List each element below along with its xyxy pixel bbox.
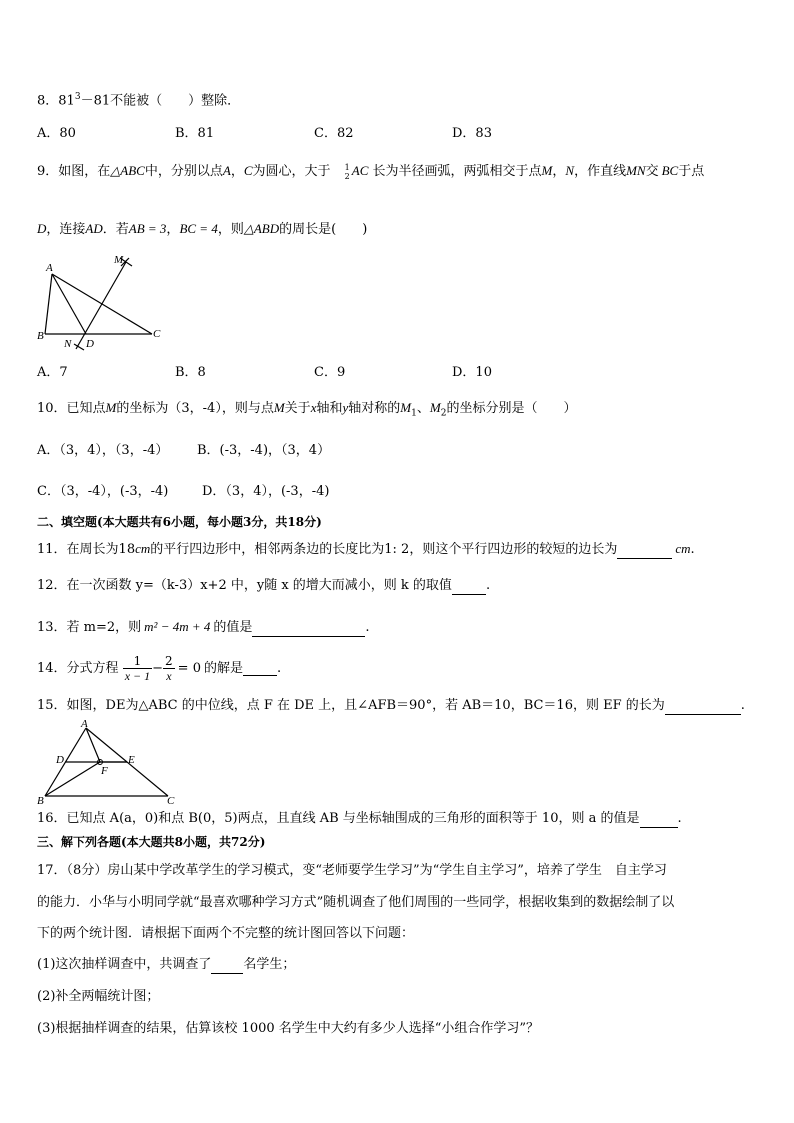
q9-label-c: C xyxy=(153,328,161,340)
q15-answer-blank xyxy=(665,700,741,715)
q9-label-a: A xyxy=(46,262,53,274)
q15-label-d: D xyxy=(56,754,64,766)
q17-part2: (2)补全两幅统计图； xyxy=(37,989,160,1004)
q10-option-a: A．（3，4），（3，-4） xyxy=(37,443,169,458)
q14-stem: 14．分式方程 $\frac{1}{x - 1}$ − $\frac{2}{x}$ = 0 的解是 . xyxy=(37,654,282,683)
section-2-heading: 二、填空题(本大题共有6小题，每小题3分，共18分) xyxy=(37,515,322,529)
q11-stem: 11．在周长为18cm的平行四边形中，相邻两条边的长度比为1: 2，则这个平行四边形的较短的边长为 cm. xyxy=(37,541,695,557)
q10-stem: 10．已知点M的坐标为（3，-4），则与点M关于x轴和y轴对称的$M_1$、$M_2$的坐标分别是（ ） xyxy=(37,400,577,419)
q9-stem-line2: D，连接AD．若AB = 3，BC = 4，则△ABD的周长是( ) xyxy=(37,221,368,237)
q9-label-b: B xyxy=(37,330,44,342)
q14-answer-blank xyxy=(243,661,277,676)
q9-stem-line1: 9．如图，在△ABC中，分别以点A，C为圆心，大于 1 2 AC 长为半径画弧，两弧相交于点M，N，作直线MN交 BC于点 xyxy=(37,162,705,181)
q8-option-b: B．81 xyxy=(175,126,215,141)
q9-option-a: A．7 xyxy=(37,365,68,380)
q15-stem: 15．如图，DE为△ABC 的中位线，点 F 在 DE 上，且∠AFB＝90°，若 AB＝10，BC＝16，则 EF 的长为 . xyxy=(37,698,745,713)
q15-label-f: F xyxy=(101,765,108,777)
q10-option-c: C．（3，-4），(-3，-4) xyxy=(37,484,169,499)
q15-label-c: C xyxy=(167,795,175,806)
q9-side-ab xyxy=(45,274,52,334)
q9-label-n: N xyxy=(64,338,72,350)
q9-figure xyxy=(36,252,166,352)
q15-label-b: B xyxy=(37,795,44,806)
q8-option-c: C．82 xyxy=(314,126,354,141)
q17-line1: 17．（8分）房山某中学改革学生的学习模式，变“老师要学生学习”为“学生自主学习”，培养了学生 自主学习 xyxy=(37,863,667,878)
q17-answer-blank xyxy=(211,959,243,974)
q16-answer-blank xyxy=(640,813,678,828)
q9-option-c: C．9 xyxy=(314,365,346,380)
q9-option-d: D．10 xyxy=(452,365,492,380)
q8-stem: 8．$81^3-81$不能被（ ）整除． xyxy=(37,92,241,109)
q15-label-e: E xyxy=(128,754,135,766)
q17-part1: (1)这次抽样调查中，共调查了 名学生； xyxy=(37,957,296,972)
q13-answer-blank xyxy=(252,622,365,637)
q8-option-d: D．83 xyxy=(452,126,492,141)
q16-stem: 16．已知点 A(a，0)和点 B(0，5)两点，且直线 AB 与坐标轴围成的三角形的面积等于 10，则 a 的值是 . xyxy=(37,811,682,826)
q9-line-mn xyxy=(76,262,126,349)
q17-line3: 下的两个统计图．请根据下面两个不完整的统计图回答以下问题： xyxy=(37,926,415,941)
q17-line2: 的能力．小华与小明同学就“最喜欢哪种学习方式”随机调查了他们周围的一些同学，根据收集到的数据绘制了以 xyxy=(37,895,675,910)
q9-label-m: M xyxy=(114,254,124,266)
q15-segment-bf xyxy=(45,762,100,796)
q15-label-a: A xyxy=(81,718,88,730)
q15-figure xyxy=(36,718,181,806)
q17-part3: (3)根据抽样调查的结果，估算该校 1000 名学生中大约有多少人选择“小组合作学习”？ xyxy=(37,1021,540,1036)
q9-option-b: B．8 xyxy=(175,365,206,380)
q12-answer-blank xyxy=(452,580,486,595)
q10-option-d: D．（3，4），(-3，-4) xyxy=(202,484,330,499)
section-3-heading: 三、解下列各题(本大题共8小题，共72分) xyxy=(37,835,266,849)
q10-option-b: B．(-3，-4)，（3，4） xyxy=(197,443,331,458)
q8-option-a: A．80 xyxy=(37,126,76,141)
q13-stem: 13．若 m=2，则 m² − 4m + 4 的值是 . xyxy=(37,619,370,635)
q11-answer-blank xyxy=(617,544,672,559)
q9-label-d: D xyxy=(86,338,94,350)
q9-segment-ad xyxy=(52,274,86,334)
q12-stem: 12．在一次函数 y=（k-3）x+2 中，y随 x 的增大而减小，则 k 的取值 . xyxy=(37,578,491,593)
